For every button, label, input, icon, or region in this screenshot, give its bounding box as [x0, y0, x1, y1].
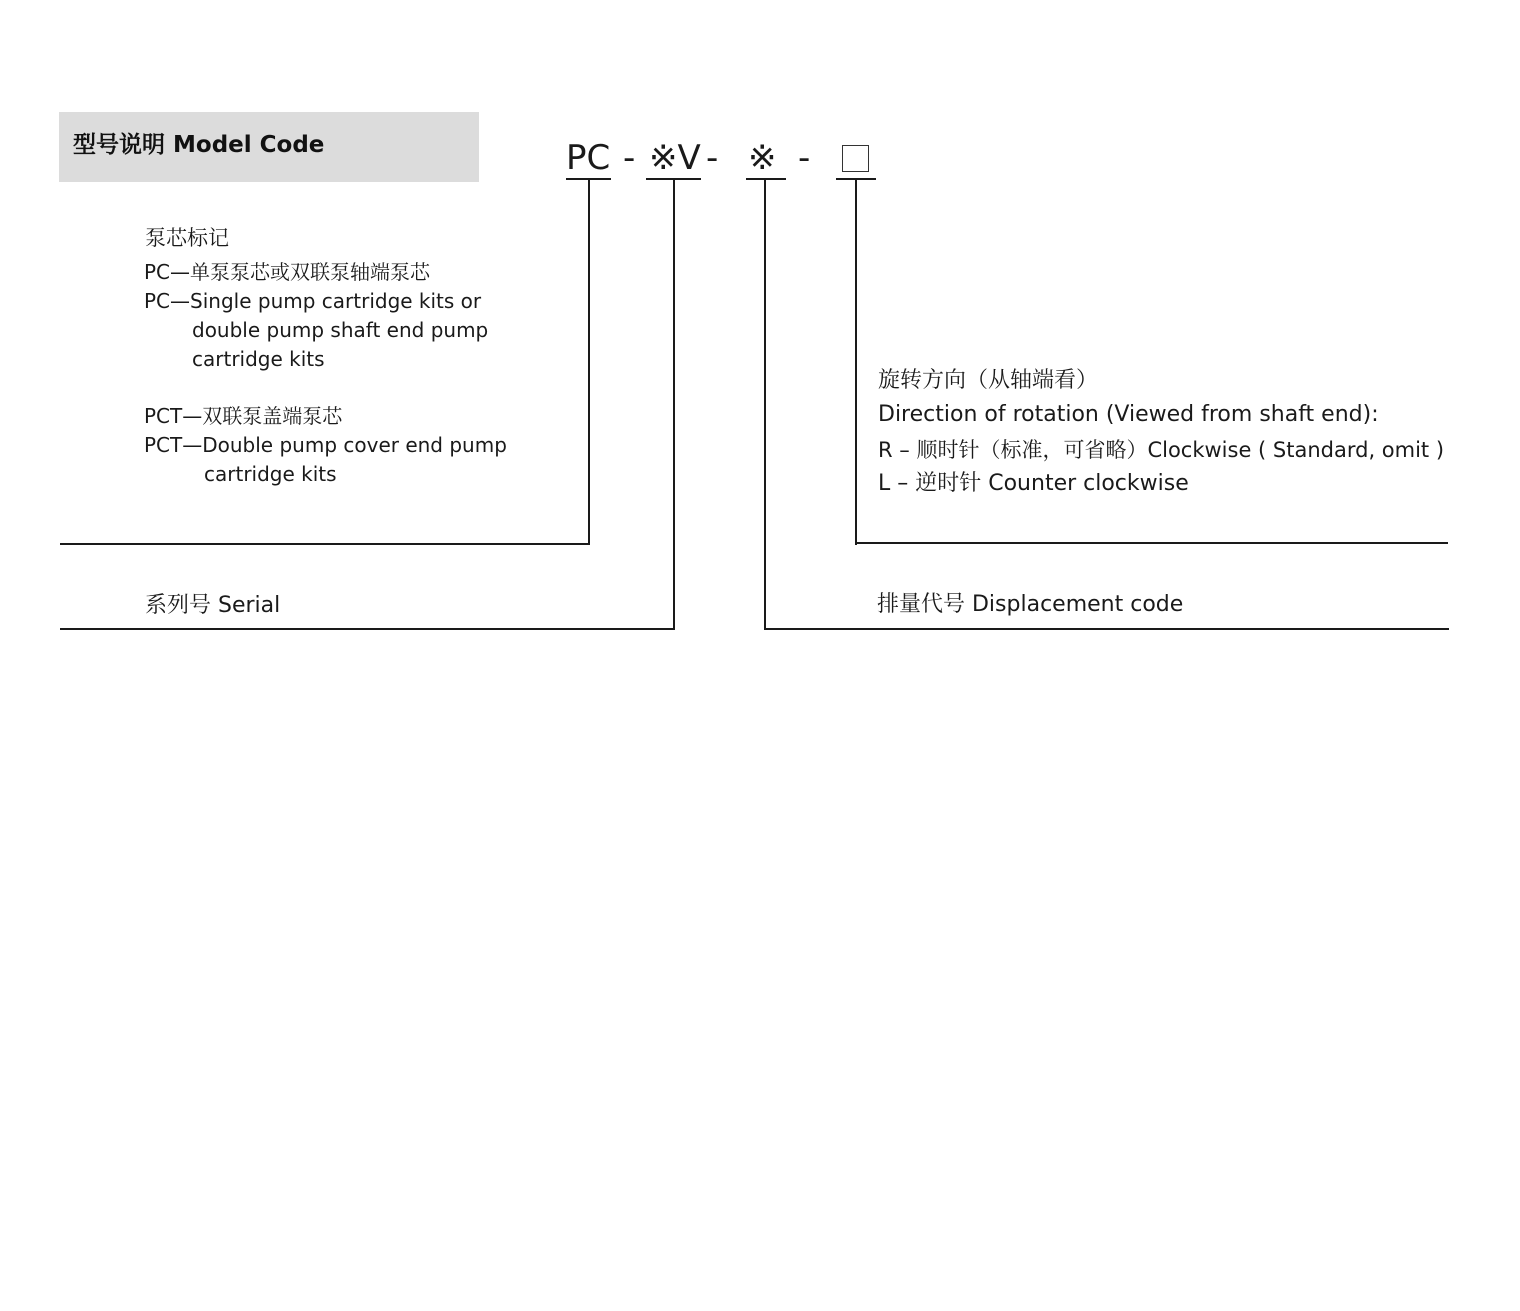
code-dash-2: - [706, 138, 719, 178]
pc-description-cn: PC—单泵泵芯或双联泵轴端泵芯 [144, 260, 431, 284]
code-part-rotation-box [842, 145, 869, 172]
serial-label: 系列号 Serial [145, 593, 281, 618]
leader-series-vertical [673, 180, 675, 630]
pct-description-en-1: PCT—Double pump cover end pump [144, 433, 507, 457]
leader-displacement-horizontal [764, 628, 1449, 630]
displacement-label: 排量代号 Displacement code [877, 592, 1184, 617]
leader-rotation-vertical [855, 180, 857, 545]
code-dash-3: - [798, 138, 811, 178]
page-title: 型号说明 Model Code [73, 132, 325, 158]
rotation-heading-cn: 旋转方向（从轴端看） [878, 368, 1099, 393]
pc-description-en-1: PC—Single pump cartridge kits or [144, 289, 482, 313]
code-part-pc: PC [566, 138, 611, 178]
underline-displacement [746, 178, 786, 180]
leader-series-horizontal [60, 628, 675, 630]
rotation-counter-clockwise: L – 逆时针 Counter clockwise [878, 471, 1189, 496]
code-part-displacement: ※ [748, 138, 777, 178]
leader-displacement-vertical [764, 180, 766, 630]
pc-description-en-3: cartridge kits [192, 347, 325, 371]
pct-description-cn: PCT—双联泵盖端泵芯 [144, 404, 343, 428]
leader-pc-horizontal [60, 543, 590, 545]
leader-pc-vertical [588, 180, 590, 545]
code-dash-1: - [623, 138, 636, 178]
pct-description-en-2: cartridge kits [204, 462, 337, 486]
rotation-clockwise: R – 顺时针（标准，可省略）Clockwise ( Standard, omit ) [878, 438, 1445, 462]
model-code-header [59, 112, 479, 182]
rotation-heading-en: Direction of rotation (Viewed from shaft end): [878, 402, 1379, 427]
pc-description-en-2: double pump shaft end pump [192, 318, 489, 342]
code-part-series: ※V [649, 138, 701, 178]
leader-rotation-horizontal [855, 542, 1448, 544]
cartridge-mark-heading: 泵芯标记 [145, 226, 229, 250]
